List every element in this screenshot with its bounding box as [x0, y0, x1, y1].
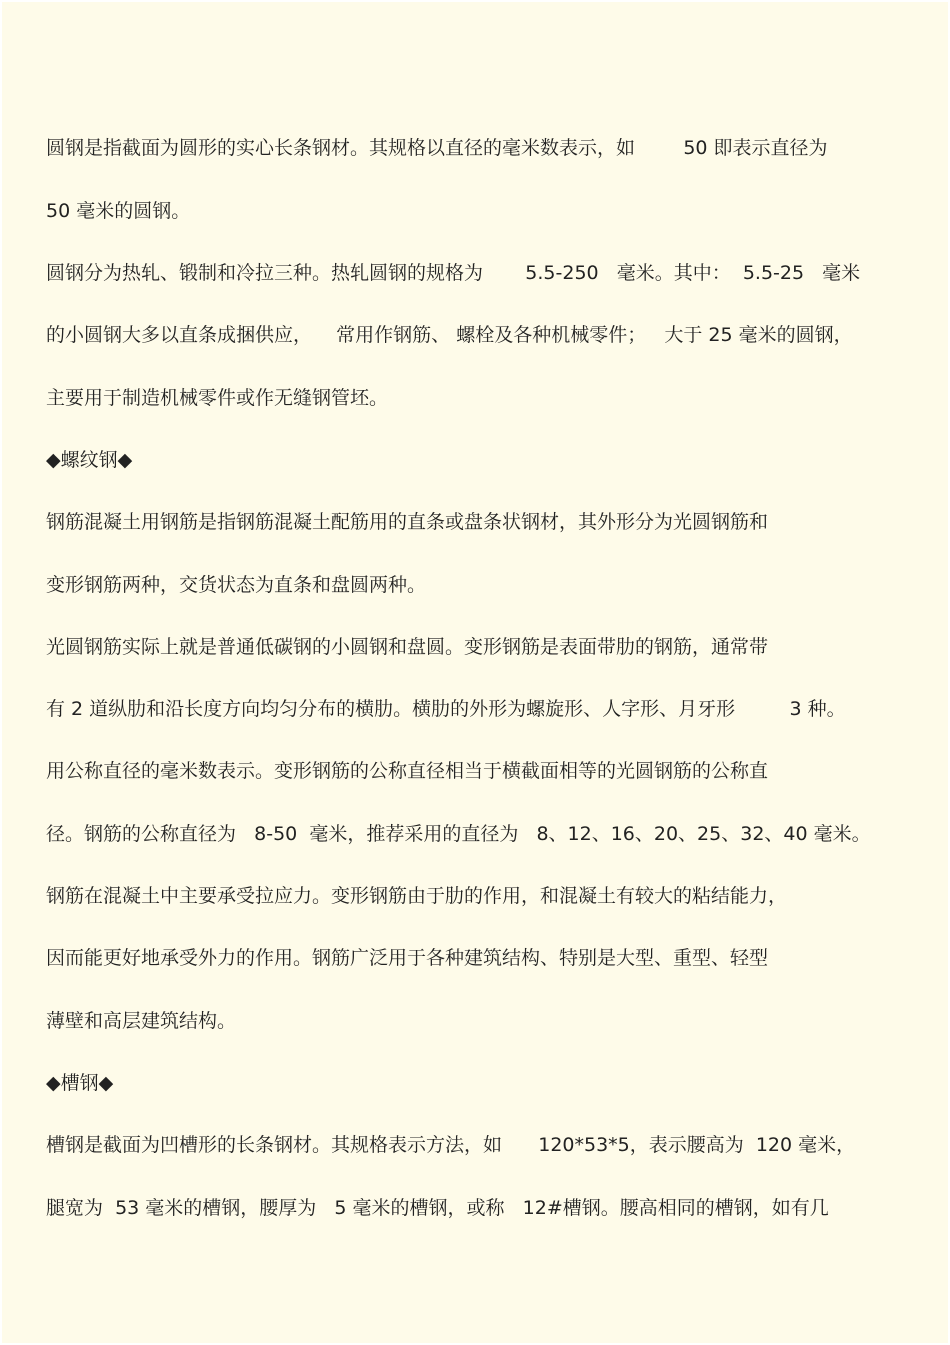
section-heading: ◆槽钢◆	[46, 1072, 114, 1094]
paragraph-line: 腿宽为 53 毫米的槽钢，腰厚为 5 毫米的槽钢，或称 12#槽钢。腰高相同的槽钢，如有几	[46, 1197, 829, 1219]
paragraph-line: 光圆钢筋实际上就是普通低碳钢的小圆钢和盘圆。变形钢筋是表面带肋的钢筋，通常带	[46, 636, 769, 658]
paragraph-line: 主要用于制造机械零件或作无缝钢管坯。	[46, 387, 389, 409]
paragraph-line: 因而能更好地承受外力的作用。钢筋广泛用于各种建筑结构、特别是大型、重型、轻型	[46, 947, 769, 969]
paragraph-line: 有 2 道纵肋和沿长度方向均匀分布的横肋。横肋的外形为螺旋形、人字形、月牙形 3 种。	[46, 698, 846, 720]
paragraph-line: 变形钢筋两种，交货状态为直条和盘圆两种。	[46, 574, 427, 596]
paragraph-line: 钢筋在混凝土中主要承受拉应力。变形钢筋由于肋的作用，和混凝土有较大的粘结能力，	[46, 885, 788, 907]
document-page	[2, 2, 948, 1343]
paragraph-line: 用公称直径的毫米数表示。变形钢筋的公称直径相当于横截面相等的光圆钢筋的公称直	[46, 760, 769, 782]
paragraph-line: 圆钢是指截面为圆形的实心长条钢材。其规格以直径的毫米数表示，如 50 即表示直径为	[46, 137, 828, 159]
paragraph-line: 径。钢筋的公称直径为 8-50 毫米，推荐采用的直径为 8、12、16、20、25、32、40 毫米。	[46, 823, 871, 845]
paragraph-line: 钢筋混凝土用钢筋是指钢筋混凝土配筋用的直条或盘条状钢材，其外形分为光圆钢筋和	[46, 511, 769, 533]
paragraph-line: 薄壁和高层建筑结构。	[46, 1010, 237, 1032]
paragraph-line: 的小圆钢大多以直条成捆供应， 常用作钢筋、 螺栓及各种机械零件； 大于 25 毫米的圆钢，	[46, 324, 853, 346]
section-heading: ◆螺纹钢◆	[46, 449, 133, 471]
paragraph-line: 圆钢分为热轧、锻制和冷拉三种。热轧圆钢的规格为 5.5-250 毫米。其中： 5.5-25 毫米	[46, 262, 861, 284]
paragraph-line: 50 毫米的圆钢。	[46, 200, 191, 222]
paragraph-line: 槽钢是截面为凹槽形的长条钢材。其规格表示方法，如 120*53*5，表示腰高为 120 毫米，	[46, 1134, 856, 1156]
